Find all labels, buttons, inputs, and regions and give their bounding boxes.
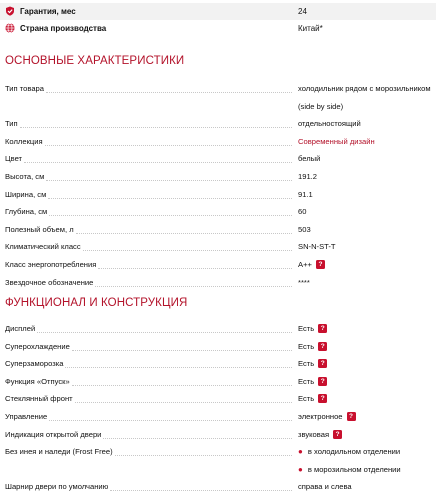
spec-label: Гарантия, мес [20, 7, 76, 16]
dotted-leader [110, 490, 292, 491]
spec-value [298, 102, 343, 111]
spec-value-text: 60 [298, 207, 307, 217]
spec-row [0, 373, 436, 391]
spec-row [0, 186, 436, 204]
spec-value-text: Есть [298, 359, 315, 369]
spec-row [0, 478, 436, 496]
spec-label: Глубина, см [5, 207, 48, 217]
spec-value-text: Есть [298, 324, 315, 333]
dotted-leader [83, 250, 292, 251]
spec-value [298, 412, 356, 421]
spec-label: Цвет [5, 154, 23, 164]
spec-row [0, 461, 436, 479]
spec-value [298, 394, 327, 403]
spec-value [298, 359, 327, 368]
spec-row [0, 98, 436, 116]
spec-label: Дисплей [5, 324, 36, 333]
dotted-leader [49, 215, 292, 216]
spec-value-text: звуковая [298, 429, 330, 439]
spec-value-text: в морозильном отделении [307, 464, 401, 474]
spec-row [0, 443, 436, 461]
help-icon[interactable]: ? [318, 324, 327, 333]
spec-value [298, 482, 352, 491]
spec-value [298, 377, 327, 386]
spec-value-text: отдельностоящий [298, 119, 361, 129]
dotted-leader [24, 162, 292, 163]
spec-label: Суперзаморозка [5, 359, 64, 369]
spec-value [298, 260, 325, 269]
spec-row [0, 408, 436, 426]
spec-label: Коллекция [5, 136, 43, 146]
dotted-leader [95, 286, 292, 287]
spec-label: Ширина, см [5, 189, 47, 199]
spec-row [0, 256, 436, 274]
bullet-icon: ● [298, 464, 303, 474]
spec-label: Тип товара [5, 84, 45, 93]
dotted-leader [49, 420, 292, 421]
spec-label: Класс энергопотребления [5, 260, 97, 269]
spec-row [0, 150, 436, 168]
spec-value-text: 503 [298, 224, 311, 234]
spec-row [0, 133, 436, 151]
spec-row [0, 80, 436, 98]
spec-value [298, 84, 431, 93]
spec-value-text: справа и слева [298, 482, 352, 492]
spec-value: 24 [298, 7, 307, 16]
dotted-leader [20, 127, 292, 128]
spec-value-text: электронное [298, 412, 343, 421]
dotted-leader [45, 145, 292, 146]
dotted-leader [48, 198, 292, 199]
spec-value-text: Есть [298, 376, 315, 386]
dotted-leader [72, 350, 292, 351]
dotted-leader [76, 233, 292, 234]
spec-value [298, 278, 310, 287]
dotted-leader [72, 385, 292, 386]
spec-value [298, 225, 311, 234]
spec-label: Управление [5, 412, 48, 421]
dotted-leader [115, 455, 292, 456]
spec-label: Высота, см [5, 172, 45, 181]
spec-label: Климатический класс [5, 242, 81, 252]
spec-value [298, 242, 336, 251]
spec-label: Тип [5, 119, 18, 129]
help-icon[interactable]: ? [318, 342, 327, 351]
spec-value [298, 190, 313, 199]
spec-value [298, 172, 317, 181]
spec-label: Шарнир двери по умолчанию [5, 482, 109, 492]
spec-row [0, 115, 436, 133]
section-title-features: ФУНКЦИОНАЛ И КОНСТРУКЦИЯ [5, 297, 188, 309]
spec-value [298, 342, 327, 351]
spec-label: Функция «Отпуск» [5, 376, 70, 386]
dotted-leader [103, 438, 292, 439]
dotted-leader [37, 332, 292, 333]
spec-value-text: холодильник рядом с морозильником [298, 84, 431, 93]
spec-row [0, 274, 436, 292]
spec-row [0, 320, 436, 338]
spec-value-text: Есть [298, 341, 315, 351]
spec-row-warranty [0, 3, 436, 20]
dotted-leader [98, 268, 292, 269]
spec-label: Индикация открытой двери [5, 429, 102, 439]
shield-check-icon [5, 6, 15, 16]
spec-value-text: Есть [298, 394, 315, 404]
dotted-leader [75, 402, 292, 403]
spec-row [0, 390, 436, 408]
spec-value [298, 465, 401, 474]
spec-value-text: SN-N-ST-T [298, 242, 336, 252]
help-icon[interactable]: ? [318, 377, 327, 386]
spec-label: Без инея и наледи (Frost Free) [5, 447, 113, 457]
dotted-leader [46, 180, 292, 181]
spec-label: Стеклянный фронт [5, 394, 73, 404]
spec-value-text: A++ [298, 260, 312, 269]
spec-value-text: (side by side) [298, 101, 344, 111]
spec-value-text: в холодильном отделении [307, 447, 401, 457]
spec-row [0, 221, 436, 239]
spec-value-text: Современный дизайн [298, 136, 375, 146]
spec-value [298, 154, 320, 163]
spec-row [0, 203, 436, 221]
spec-value [298, 447, 400, 456]
spec-row [0, 238, 436, 256]
spec-value [298, 430, 342, 439]
spec-row [0, 426, 436, 444]
globe-icon [5, 23, 15, 33]
help-icon[interactable]: ? [347, 412, 356, 421]
bullet-icon: ● [298, 447, 303, 457]
spec-row [0, 168, 436, 186]
dotted-leader [46, 92, 292, 93]
spec-value-text: 91.1 [298, 189, 313, 199]
spec-value [298, 119, 361, 128]
help-icon[interactable]: ? [333, 430, 342, 439]
help-icon[interactable]: ? [316, 260, 325, 269]
spec-value [298, 324, 327, 333]
spec-value [298, 207, 306, 216]
help-icon[interactable]: ? [318, 394, 327, 403]
spec-value: Китай* [298, 24, 323, 33]
spec-value-text: **** [298, 277, 310, 287]
spec-value-text: белый [298, 154, 321, 164]
help-icon[interactable]: ? [318, 359, 327, 368]
spec-row [0, 338, 436, 356]
spec-label: Суперохлаждение [5, 341, 70, 351]
spec-label: Звездочное обозначение [5, 277, 94, 287]
spec-row-country [0, 20, 436, 37]
spec-label: Полезный объем, л [5, 224, 74, 234]
spec-value-link[interactable] [298, 137, 375, 146]
spec-row [0, 355, 436, 373]
section-title-main-specs: ОСНОВНЫЕ ХАРАКТЕРИСТИКИ [5, 55, 185, 67]
spec-value-text: 191.2 [298, 172, 318, 181]
spec-label: Страна производства [20, 24, 107, 33]
dotted-leader [65, 367, 292, 368]
